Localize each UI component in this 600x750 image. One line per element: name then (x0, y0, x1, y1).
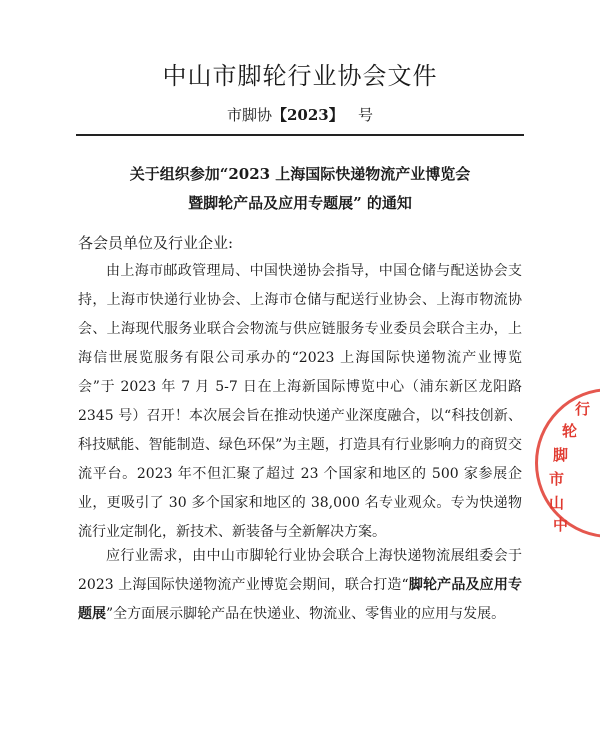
header-divider (76, 134, 524, 136)
seal-char-1: 中 (553, 516, 569, 534)
salutation: 各会员单位及行业企业: (78, 234, 234, 252)
seal-char-3: 市 (549, 470, 565, 488)
subject-line-1: 关于组织参加“2023 上海国际快递物流产业博览会 (129, 165, 471, 183)
doc-number-year: 【2023】 (271, 106, 344, 124)
seal-char-5: 轮 (562, 422, 578, 440)
body-paragraph-2 (78, 542, 522, 629)
doc-number-prefix: 市脚协 (226, 106, 272, 124)
seal-char-2: 山 (549, 494, 565, 512)
paragraph-2-part-1: 应行业需求，由中山市脚轮行业协会联合上海快递物流展组委会于 2023 上海国际快递物流产业博览会期间，联合打造“ (78, 548, 522, 593)
seal-char-6: 行 (575, 400, 591, 418)
seal-char-4: 脚 (553, 446, 569, 464)
paragraph-2-highlight: 脚轮产品及应用专题展 (78, 577, 522, 622)
body-paragraph-1: 由上海市邮政管理局、中国快递协会指导，中国仓储与配送协会支持，上海市快递行业协会、上海市仓储与配送行业协会、上海市物流协会、上海现代服务业联合会物流与供应链服务专业委员会联合主办，上海信世展览服务有限公司承办的“2023 上海国际快递物流产业博览会”于 2023 年 7 月 5-7 日在上海新国际博览中心（浦东新区龙阳路 2345 号）召开！本次展会旨在推动快递产业深度融合，以“科技创新、科技赋能、智能制造、绿色环保”为主题，打造具有行业影响力的商贸交流平台。2023 年不但汇聚了超过 23 个国家和地区的 500 家参展企业，更吸引了 30 多个国家和地区的 38,000 名专业观众。专为快递物流行业定制化，新技术、新装备与全新解决方案。 (78, 263, 522, 540)
document-title: 中山市脚轮行业协会文件 (162, 62, 438, 90)
document-number (0, 104, 600, 125)
subject-line-2: 暨脚轮产品及应用专题展” 的通知 (188, 194, 412, 212)
paragraph-2-part-2: ”全方面展示脚轮产品在快递业、物流业、零售业的应用与发展。 (106, 606, 506, 622)
doc-number-suffix: 号 (358, 106, 374, 124)
notice-subject (0, 160, 600, 218)
